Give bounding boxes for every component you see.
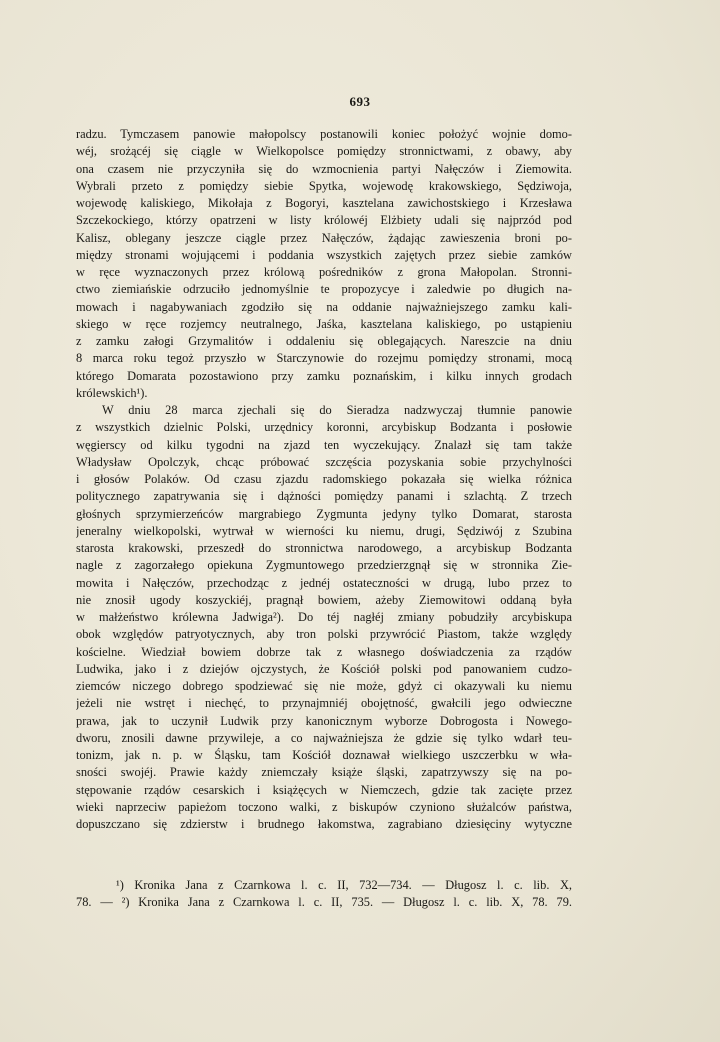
text-line: węgierscy od kilku tygodni na zjazd ten wyczekujący. Znalazł się tam także	[76, 437, 572, 452]
text-line: stępowanie rządów cesarskich i książęcych w Niemczech, gdzie tak zacięte przez	[76, 782, 572, 797]
text-line: ona czasem nie przyczyniła się do wzmocnienia partyi Nałęczów i Ziemowita.	[76, 161, 572, 176]
text-line: politycznego zapatrywania się i dążności pomiędzy panami i szlachtą. Z trzech	[76, 489, 572, 504]
text-line: wéj, srożącéj się ciągle w Wielkopolsce pomiędzy stronnictwami, z obawy, aby	[76, 144, 572, 159]
text-line: jeneralny wielkopolski, wytrwał w wierności ku niemu, drugi, Sędziwój z Szubina	[76, 523, 572, 538]
text-line: W dniu 28 marca zjechali się do Sieradza nadzwyczaj tłumnie panowie	[102, 403, 572, 417]
text-line: Kalisz, oblegany jeszcze ciągle przez Nałęczów, żądając zawieszenia broni po-	[76, 230, 572, 245]
text-line: Wybrali przeto z pomiędzy siebie Spytka, wojewodę krakowskiego, Sędziwoja,	[76, 178, 572, 193]
text-line: dopuszczano się zdzierstw i brudnego łakomstwa, zagrabiano dziesięciny wytyczne	[76, 817, 572, 831]
text-line: skiego w ręce rozjemcy neutralnego, Jaśka, kasztelana kaliskiego, po ustąpieniu	[76, 316, 572, 331]
text-line: radzu. Tymczasem panowie małopolscy postanowili koniec położyć wojnie domo-	[76, 127, 572, 141]
text-line: 8 marca roku tegoż przyszło w Starczynowie do rozejmu pomiędzy stronami, mocą	[76, 351, 572, 366]
text-line: starosta krakowski, przeszedł do stronnictwa narodowego, a arcybiskup Bodzanta	[76, 541, 572, 555]
text-line: i głosów Polaków. Od czasu zjazdu radomskiego pokazała się wielka różnica	[76, 472, 572, 486]
text-line: mowita i Nałęczów, przechodząc z jednéj ostateczności w drugą, lubo przez to	[76, 575, 572, 590]
text-line: mowach i nagabywaniach zgodziło się na oddanie najważniejszego zamku kali-	[76, 299, 572, 314]
text-line: między stronami wojującemi i poddania wszystkich zajętych przez siebie zamków	[76, 247, 572, 262]
text-line: prawa, jak to uczynił Ludwik przy kanonicznym wyborze Dobrogosta i Nowego-	[76, 713, 572, 728]
text-line: dworu, znosili dawne przywileje, a co najważniejsza że gdzie się tylko wdarł teu-	[76, 730, 572, 745]
body-text	[76, 126, 572, 833]
text-line: Władysław Opolczyk, chcąc próbować szczęścia pozyskania sobie przychylności	[76, 454, 572, 469]
text-line: nie znosił ugody koszyckiéj, pragnął bowiem, ażeby Ziemowitowi oddaną była	[76, 592, 572, 607]
footnote-line: 78. — ²) Kronika Jana z Czarnkowa l. c. II, 735. — Długosz l. c. lib. X, 78. 79.	[76, 895, 572, 909]
text-line: kościelne. Wiedział bowiem dobrze tak z własnego doświadczenia za rządów	[76, 644, 572, 659]
text-line: tonizm, jak n. p. w Śląsku, tam Kościół doznawał wielkiego uszczerbku w wła-	[76, 748, 572, 762]
text-line: Ludwika, jako i z dziejów ojczystych, że Kościół polski pod panowaniem cudzo-	[76, 661, 572, 676]
text-line: w małżeństwo królewna Jadwiga²). Do téj nagłéj zmiany pobudziły arcybiskupa	[76, 610, 572, 624]
text-line: w ręce wyznaczonych przez królową pośredników z grona Małopolan. Stronni-	[76, 265, 572, 279]
text-line: jeżeli nie wstręt i niechęć, to przynajmniéj obojętność, gwałcili jego odwieczne	[76, 696, 572, 711]
text-line: królewskich¹).	[76, 385, 148, 400]
text-line: z wszystkich dzielnic Polski, urzędnicy koronni, arcybiskup Bodzanta i posłowie	[76, 420, 572, 435]
page-number: 693	[349, 94, 371, 109]
text-line: wojewodę kaliskiego, Mikołaja z Bogoryi, kasztelana zawichostskiego i Krzesława	[76, 196, 572, 210]
text-line: sności swojéj. Prawie każdy zniemczały książe śląski, zapatrzywszy się na po-	[76, 765, 572, 780]
text-line: z zamku załogi Grzymalitów i oddaleniu się oblegających. Nareszcie na dniu	[76, 334, 572, 348]
text-line: nagle z zagorzałego opiekuna Zygmuntowego przedzierzgnął się w stronnika Zie-	[76, 558, 572, 573]
text-line: ziemców niczego dobrego spodziewać się nie może, gdyż ci okazywali ku niemu	[76, 679, 572, 693]
text-line: którego Domarata pozostawiono przy zamku poznańskim, i kilku innych grodach	[76, 368, 572, 383]
footnote-line: ¹) Kronika Jana z Czarnkowa l. c. II, 732—734. — Długosz l. c. lib. X,	[116, 878, 572, 892]
text-line: wieki naprzeciw papieżom toczono walki, z biskupów czyniono służalców państwa,	[76, 799, 572, 814]
text-line: obok względów patryotycznych, aby tron polski przywrócić Piastom, także względy	[76, 627, 572, 642]
text-line: głośnych sprzymierzeńców margrabiego Zygmunta jedyny tylko Domarat, starosta	[76, 506, 572, 521]
text-line: ctwo ziemiańskie odrzuciło jednomyślnie te propozycye i zaledwie po długich na-	[76, 282, 572, 297]
footnotes	[76, 877, 572, 911]
text-line: Szczekockiego, którzy opatrzeni w listy królowéj Elżbiety udali się najprzód pod	[76, 213, 572, 228]
